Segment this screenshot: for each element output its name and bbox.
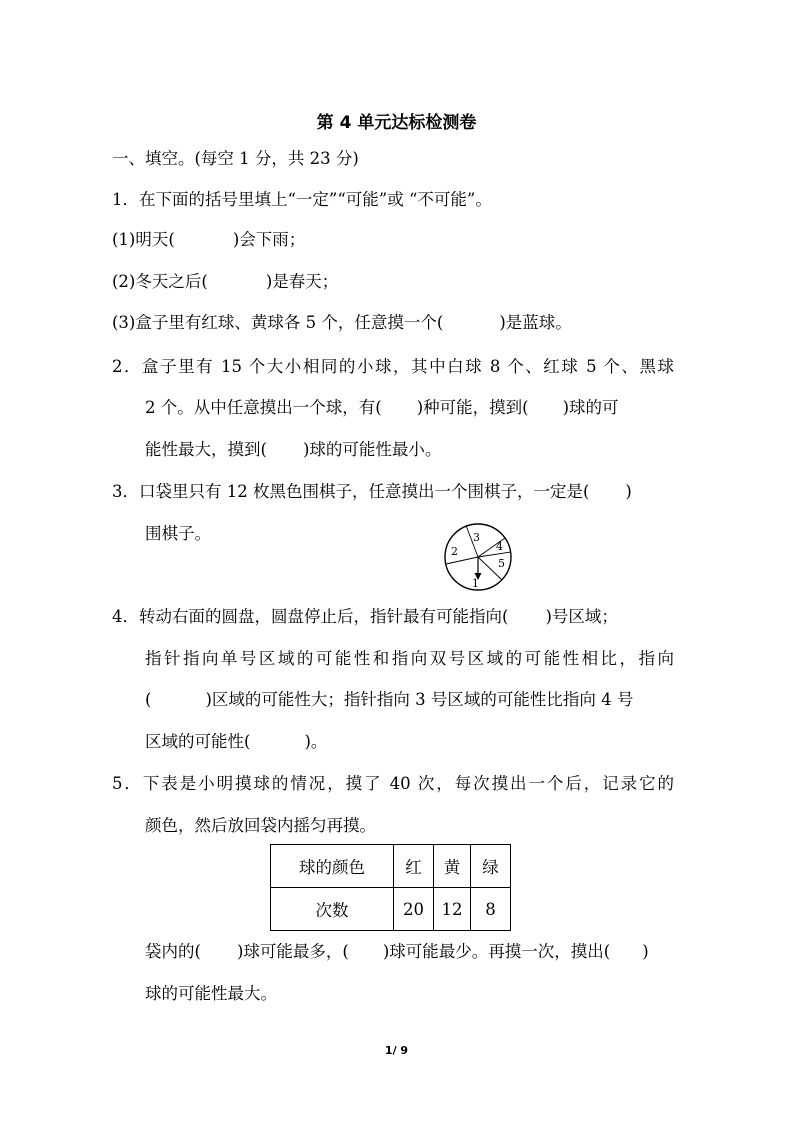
q4-line3	[145, 690, 633, 710]
q5-line2: 颜色，然后放回袋内摇匀再摸。	[145, 816, 376, 835]
table-cell: 次数	[271, 888, 394, 931]
q2-line2-text-c: )球的可	[562, 398, 619, 417]
q1-part2-text-b: )是春天；	[265, 272, 339, 291]
q2-line3-text-b: )球的可能性最小。	[302, 440, 442, 459]
q5-line3-text-c: )球可能最少。再摸一次，摸出(	[382, 942, 611, 961]
q4-line4-text-a: 区域的可能性(	[145, 732, 251, 751]
dial-label: 3	[473, 531, 480, 544]
q3-line2: 围棋子。	[145, 524, 211, 543]
q4-line3-text-b: )区域的可能性大；指针指向 3 号区域的可能性比指向 4 号	[205, 690, 634, 709]
q3-line1	[112, 482, 632, 502]
q2-line2	[145, 398, 619, 418]
q4-line4-text-b: )。	[304, 732, 328, 751]
q4-line1	[112, 607, 618, 627]
dial-divider	[446, 557, 478, 564]
page-title: 第 4 单元达标检测卷	[316, 113, 477, 133]
q4-line4	[145, 732, 327, 752]
dial-label: 1	[472, 577, 479, 590]
q4-line1-text-b: )号区域；	[545, 607, 618, 626]
q1-part1	[112, 230, 305, 250]
q1-stem: 1．在下面的括号里填上“一定”“可能”或 “不可能”。	[112, 190, 492, 209]
q4-line1-text-a: 4．转动右面的圆盘，圆盘停止后，指针最有可能指向(	[112, 607, 509, 626]
page-number: 1/ 9	[384, 1044, 409, 1057]
q5-line3	[145, 942, 649, 962]
q5-line3-text-b: )球可能最多，(	[236, 942, 349, 961]
table-row	[271, 888, 511, 931]
table-cell: 20	[394, 888, 434, 931]
q4-line2: 指针指向单号区域的可能性和指向双号区域的可能性相比，指向	[145, 649, 674, 668]
q1-part3-text-a: (3)盒子里有红球、黄球各 5 个，任意摸一个(	[112, 313, 444, 332]
q2-line3	[145, 440, 441, 460]
q1-part1-text-b: )会下雨；	[232, 230, 306, 249]
q3-line1-text-b: )	[625, 482, 632, 501]
section-heading: 一、填空。(每空 1 分，共 23 分)	[112, 149, 359, 168]
q2-line2-text-a: 2 个。从中任意摸出一个球，有(	[145, 398, 382, 417]
q1-part2-text-a: (2)冬天之后(	[112, 272, 208, 291]
dial-divider	[478, 552, 511, 557]
q5-line4: 球的可能性最大。	[145, 984, 277, 1003]
table-cell: 8	[471, 888, 511, 931]
q2-line3-text-a: 能性最大，摸到(	[145, 440, 267, 459]
table-row	[271, 845, 511, 888]
tally-table	[270, 844, 511, 931]
dial-label: 4	[496, 540, 503, 553]
table-header-cell: 绿	[471, 845, 511, 888]
table-cell: 12	[434, 888, 471, 931]
table-header-cell: 球的颜色	[271, 845, 394, 888]
q1-part3	[112, 313, 572, 333]
spinner-dial	[440, 520, 520, 596]
dial-label: 2	[451, 545, 458, 558]
table-header-cell: 黄	[434, 845, 471, 888]
q2-line2-text-b: )种可能，摸到(	[416, 398, 529, 417]
q5-line3-text-a: 袋内的(	[145, 942, 201, 961]
table-header-cell: 红	[394, 845, 434, 888]
dial-label: 5	[498, 557, 505, 570]
q2-line1: 2．盒子里有 15 个大小相同的小球，其中白球 8 个、红球 5 个、黑球	[112, 357, 674, 376]
q1-part3-text-b: )是蓝球。	[499, 313, 572, 332]
q1-part1-text-a: (1)明天(	[112, 230, 175, 249]
q5-line3-text-d: )	[642, 942, 649, 961]
q5-line1: 5．下表是小明摸球的情况，摸了 40 次，每次摸出一个后，记录它的	[112, 774, 674, 793]
q3-line1-text-a: 3．口袋里只有 12 枚黑色围棋子，任意摸出一个围棋子，一定是(	[112, 482, 590, 501]
q4-line3-text-a: (	[145, 690, 152, 709]
q1-part2	[112, 272, 338, 292]
